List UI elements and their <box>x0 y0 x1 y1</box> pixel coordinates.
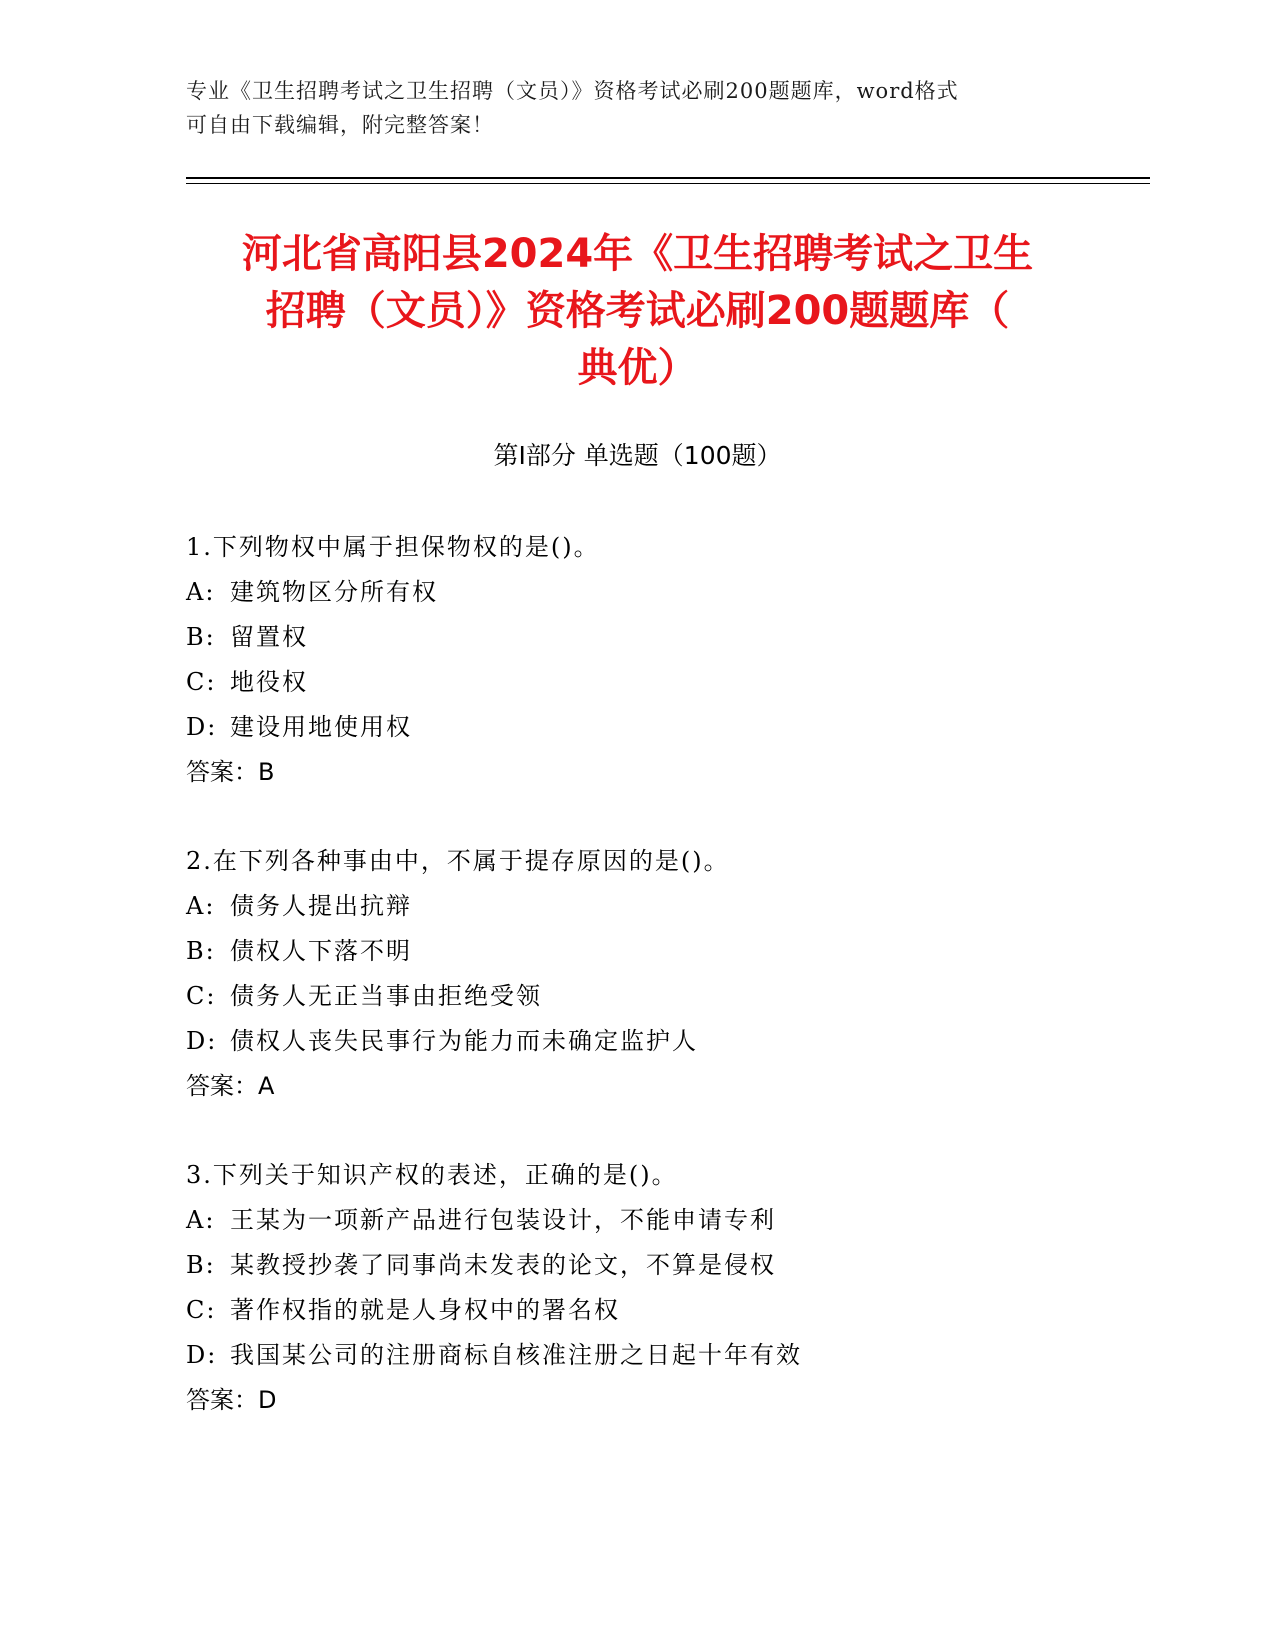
option-b <box>186 929 1086 974</box>
option-letter: C: <box>186 982 217 1010</box>
option-b <box>186 1243 1086 1288</box>
option-text: 地役权 <box>230 668 308 696</box>
option-text: 建设用地使用权 <box>230 713 412 741</box>
option-text: 某教授抄袭了同事尚未发表的论文，不算是侵权 <box>230 1251 776 1279</box>
question-list <box>186 525 1086 1467</box>
question-item <box>186 839 1086 1109</box>
option-text: 债权人下落不明 <box>230 937 412 965</box>
option-text: 债务人提出抗辩 <box>230 892 412 920</box>
option-text: 王某为一项新产品进行包装设计，不能申请专利 <box>230 1206 776 1234</box>
option-letter: B: <box>186 623 216 651</box>
option-d <box>186 1019 1086 1064</box>
option-text: 留置权 <box>230 623 308 651</box>
option-c <box>186 660 1086 705</box>
header-divider-thin <box>186 183 1150 184</box>
option-letter: D: <box>186 713 218 741</box>
document-title-line-1: 河北省高阳县2024年《卫生招聘考试之卫生 <box>241 231 1034 277</box>
header-note-line-2: 可自由下载编辑，附完整答案！ <box>186 113 494 137</box>
question-stem: 3.下列关于知识产权的表述，正确的是()。 <box>186 1161 678 1189</box>
question-stem: 2.在下列各种事由中，不属于提存原因的是()。 <box>186 847 730 875</box>
document-title-line-2: 招聘（文员）》资格考试必刷200题题库（ <box>265 288 1010 334</box>
option-d <box>186 1333 1086 1378</box>
option-text: 著作权指的就是人身权中的署名权 <box>230 1296 620 1324</box>
option-text: 我国某公司的注册商标自核准注册之日起十年有效 <box>230 1341 802 1369</box>
option-c <box>186 974 1086 1019</box>
option-letter: B: <box>186 1251 216 1279</box>
option-a <box>186 1198 1086 1243</box>
option-letter: A: <box>186 1206 216 1234</box>
option-letter: A: <box>186 892 216 920</box>
option-d <box>186 705 1086 750</box>
option-text: 建筑物区分所有权 <box>230 578 438 606</box>
question-item <box>186 525 1086 795</box>
option-a <box>186 570 1086 615</box>
document-title-line-3: 典优） <box>577 345 698 391</box>
option-letter: C: <box>186 668 217 696</box>
option-letter: B: <box>186 937 216 965</box>
answer-line: 答案：D <box>186 1386 277 1414</box>
option-text: 债权人丧失民事行为能力而未确定监护人 <box>230 1027 698 1055</box>
answer-line: 答案：A <box>186 1072 275 1100</box>
section-heading: 第Ⅰ部分 单选题（100题） <box>493 441 782 470</box>
option-a <box>186 884 1086 929</box>
header-divider-thick <box>186 177 1150 179</box>
option-letter: C: <box>186 1296 217 1324</box>
header-note <box>186 74 1066 142</box>
option-c <box>186 1288 1086 1333</box>
option-b <box>186 615 1086 660</box>
document-title <box>180 226 1095 397</box>
option-letter: A: <box>186 578 216 606</box>
header-note-line-1: 专业《卫生招聘考试之卫生招聘（文员）》资格考试必刷200题题库，word格式 <box>186 79 959 103</box>
option-text: 债务人无正当事由拒绝受领 <box>230 982 542 1010</box>
option-letter: D: <box>186 1027 218 1055</box>
question-item <box>186 1153 1086 1423</box>
option-letter: D: <box>186 1341 218 1369</box>
answer-line: 答案：B <box>186 758 275 786</box>
question-stem: 1.下列物权中属于担保物权的是()。 <box>186 533 600 561</box>
